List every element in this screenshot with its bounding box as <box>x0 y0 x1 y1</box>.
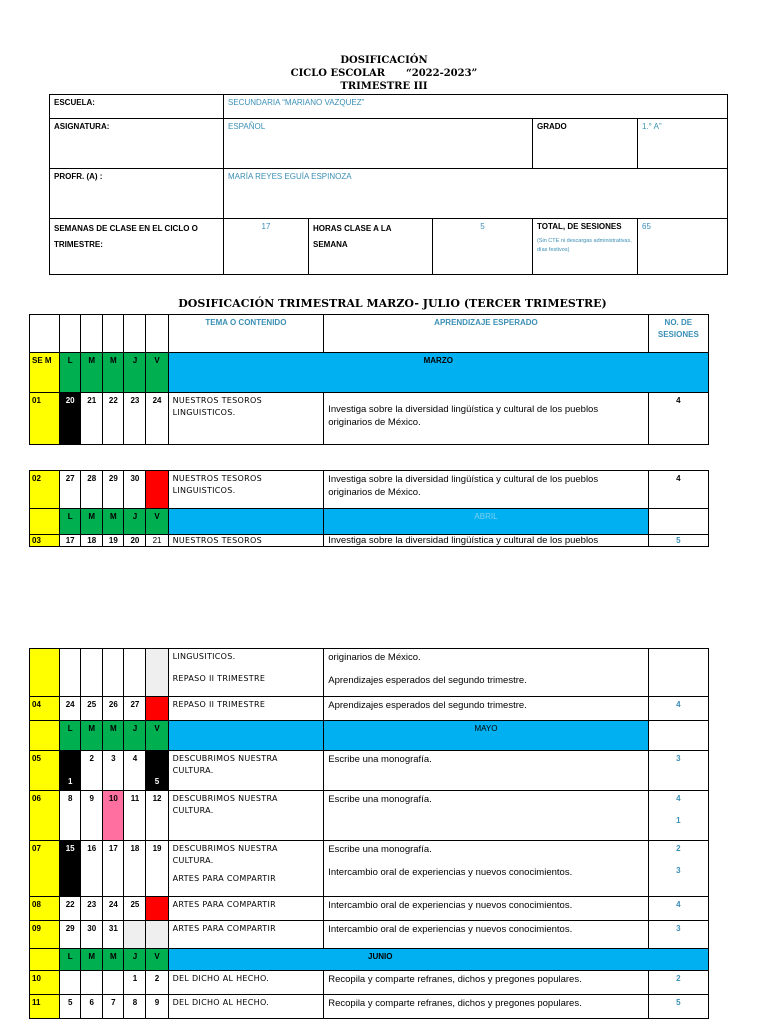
day-cell: 22 <box>103 393 124 445</box>
day-cell: 4 <box>124 751 146 791</box>
day-cell: 8 <box>124 995 146 1019</box>
day-cell: 16 <box>81 841 103 897</box>
section-subtitle: DOSIFICACIÓN TRIMESTRAL MARZO- JULIO (TERCER TRIMESTRE) <box>178 297 607 310</box>
sem-11: 11 <box>30 995 60 1019</box>
tema-cell <box>168 841 324 897</box>
day-v: V <box>146 509 168 535</box>
sem-label: SE M <box>30 353 60 393</box>
day-cell: 24 <box>60 697 81 721</box>
day-cell: 9 <box>81 791 103 841</box>
day-cell: 2 <box>81 751 103 791</box>
day-l: L <box>60 353 81 393</box>
day-cell: 18 <box>124 841 146 897</box>
day-cell: 5 <box>60 995 81 1019</box>
day-cell: 26 <box>146 897 168 921</box>
sem-02: 02 <box>30 471 60 509</box>
day-cell: 10 <box>103 791 124 841</box>
aprendizaje-cell: Recopila y comparte refranes, dichos y pregones populares. <box>324 971 648 995</box>
day-j: J <box>124 721 146 751</box>
month-abril: ABRIL <box>324 509 648 535</box>
day-cell: 18 <box>81 535 103 547</box>
day-l: L <box>60 509 81 535</box>
day-j: J <box>124 353 146 393</box>
semanas-label: SEMANAS DE CLASE EN EL CICLO O TRIMESTRE: <box>50 219 224 275</box>
day-cell: 5 <box>146 751 168 791</box>
tema-cell: ARTES PARA COMPARTIR <box>168 921 324 949</box>
grado-label: GRADO <box>533 119 638 169</box>
day-cell: 20 <box>124 535 146 547</box>
day-cell: 27 <box>124 697 146 721</box>
tema-cell: NUESTROS TESOROS LINGUISTICOS. <box>168 393 324 445</box>
day-v: V <box>146 949 168 971</box>
tema-line: LINGUSITICOS. <box>172 652 236 661</box>
aprendizaje-cell: Escribe una monografía. <box>324 751 648 791</box>
tema-line: REPASO II TRIMESTRE <box>172 674 266 683</box>
sem-08: 08 <box>30 897 60 921</box>
day-cell: 23 <box>81 897 103 921</box>
sesiones-cell: 4 <box>648 471 708 509</box>
sem-07: 07 <box>30 841 60 897</box>
aprendizaje-cell: Investiga sobre la diversidad lingüística y cultural de los pueblos originarios de México. <box>324 393 648 445</box>
tema-cell: NUESTROS TESOROS LINGUISTICOS. <box>168 471 324 509</box>
day-cell: 1 <box>124 971 146 995</box>
day-cell: 26 <box>103 697 124 721</box>
sesiones-cell: 5 <box>648 535 708 547</box>
day-cell: 2 <box>146 971 168 995</box>
tema-cell: REPASO II TRIMESTRE <box>168 697 324 721</box>
day-cell: 19 <box>103 535 124 547</box>
day-cell: 21 <box>146 535 168 547</box>
sesiones-line: 2 <box>676 844 681 853</box>
profr-value: MARÍA REYES EGUÍA ESPINOZA <box>224 169 728 219</box>
sesiones-cell: 4 <box>648 697 708 721</box>
sesiones-line: 4 <box>676 794 681 803</box>
day-cell: 22 <box>60 897 81 921</box>
schedule-table-part1 <box>29 314 709 547</box>
aprendizaje-cell: Intercambio oral de experiencias y nuevos conocimientos. <box>324 921 648 949</box>
day-j: J <box>124 509 146 535</box>
month-marzo: MARZO <box>168 353 708 393</box>
doc-title-1: DOSIFICACIÓN <box>340 55 428 66</box>
sem-06: 06 <box>30 791 60 841</box>
tema-line: ARTES PARA COMPARTIR <box>172 874 276 883</box>
sesiones-line: 1 <box>676 816 681 825</box>
day-j: J <box>124 949 146 971</box>
schedule-table-part2 <box>29 648 709 1019</box>
col-tema: TEMA O CONTENIDO <box>168 315 324 353</box>
aprendizaje-cell <box>324 649 648 697</box>
col-sesiones: NO. DE SESIONES <box>648 315 708 353</box>
aprendizaje-line: Escribe una monografía. <box>328 844 432 855</box>
day-cell: 23 <box>124 393 146 445</box>
aprendizaje-cell: Intercambio oral de experiencias y nuevos conocimientos. <box>324 897 648 921</box>
day-cell: 7 <box>103 995 124 1019</box>
sesiones-cell <box>648 841 708 897</box>
day-v: V <box>146 721 168 751</box>
sesiones-line: 3 <box>676 866 681 875</box>
sem-05: 05 <box>30 751 60 791</box>
day-cell: 30 <box>81 921 103 949</box>
day-cell: 30 <box>124 471 146 509</box>
day-cell: 15 <box>60 841 81 897</box>
horas-label: HORAS CLASE A LA SEMANA <box>309 219 433 275</box>
aprendizaje-line: originarios de México. <box>328 652 421 663</box>
day-m: M <box>81 949 103 971</box>
day-cell: 6 <box>81 995 103 1019</box>
sesiones-cell: 4 <box>648 897 708 921</box>
aprendizaje-line: Intercambio oral de experiencias y nuevos conocimientos. <box>328 867 573 878</box>
tema-cell <box>168 649 324 697</box>
day-cell: 1 <box>60 751 81 791</box>
asignatura-value: ESPAÑOL <box>224 119 533 169</box>
sem-10: 10 <box>30 971 60 995</box>
day-cell: 17 <box>60 535 81 547</box>
sem-04: 04 <box>30 697 60 721</box>
day-cell: 31 <box>146 471 168 509</box>
day-cell: 27 <box>60 471 81 509</box>
tema-cell: DEL DICHO AL HECHO. <box>168 971 324 995</box>
sesiones-cell: 3 <box>648 751 708 791</box>
tema-cell: DESCUBRIMOS NUESTRA CULTURA. <box>168 791 324 841</box>
doc-title-3: TRIMESTRE III <box>340 81 428 92</box>
grado-value: 1.° A” <box>638 119 728 169</box>
day-m2: M <box>103 509 124 535</box>
day-l: L <box>60 949 81 971</box>
sesiones-cell <box>648 791 708 841</box>
aprendizaje-cell: Escribe una monografía. <box>324 791 648 841</box>
day-v: V <box>146 353 168 393</box>
sesiones-cell: 2 <box>648 971 708 995</box>
semanas-value: 17 <box>224 219 309 275</box>
day-cell: 12 <box>146 791 168 841</box>
day-cell: 19 <box>146 841 168 897</box>
asignatura-label: ASIGNATURA: <box>50 119 224 169</box>
tema-cell: DESCUBRIMOS NUESTRA CULTURA. <box>168 751 324 791</box>
day-m2: M <box>103 721 124 751</box>
tema-cell: NUESTROS TESOROS <box>168 535 324 547</box>
day-cell: 20 <box>60 393 81 445</box>
escuela-label: ESCUELA: <box>50 95 224 119</box>
total-note: (Sin CTE ni descargas administrativas, días festivos) <box>537 238 632 253</box>
day-cell: 11 <box>124 791 146 841</box>
day-cell: 28 <box>146 697 168 721</box>
day-cell: 24 <box>146 393 168 445</box>
info-table <box>49 94 728 275</box>
day-cell: 9 <box>146 995 168 1019</box>
month-mayo: MAYO <box>324 721 648 751</box>
day-l: L <box>60 721 81 751</box>
day-m: M <box>81 353 103 393</box>
aprendizaje-cell: Recopila y comparte refranes, dichos y pregones populares. <box>324 995 648 1019</box>
day-cell: 8 <box>60 791 81 841</box>
day-m: M <box>81 509 103 535</box>
day-cell: 25 <box>124 897 146 921</box>
day-cell: 25 <box>81 697 103 721</box>
tema-cell: ARTES PARA COMPARTIR <box>168 897 324 921</box>
day-cell: 31 <box>103 921 124 949</box>
day-cell: 29 <box>60 921 81 949</box>
day-m2: M <box>103 353 124 393</box>
sem-09: 09 <box>30 921 60 949</box>
day-cell: 24 <box>103 897 124 921</box>
day-cell: 21 <box>81 393 103 445</box>
escuela-value: SECUNDARIA “MARIANO VAZQUEZ” <box>224 95 728 119</box>
tema-cell: DEL DICHO AL HECHO. <box>168 995 324 1019</box>
aprendizaje-cell <box>324 841 648 897</box>
aprendizaje-cell: Aprendizajes esperados del segundo trimestre. <box>324 697 648 721</box>
blank-head <box>30 315 60 353</box>
aprendizaje-cell: Investiga sobre la diversidad lingüística y cultural de los pueblos originarios de México. <box>324 471 648 509</box>
tema-line: DESCUBRIMOS NUESTRA CULTURA. <box>172 844 278 865</box>
day-m2: M <box>103 949 124 971</box>
total-label: TOTAL, DE SESIONES <box>537 222 622 231</box>
profr-label: PROFR. (A) : <box>50 169 224 219</box>
day-cell: 17 <box>103 841 124 897</box>
day-cell: 3 <box>103 751 124 791</box>
day-m: M <box>81 721 103 751</box>
month-junio: JUNIO <box>168 949 708 971</box>
horas-value: 5 <box>433 219 533 275</box>
aprendizaje-cell: Investiga sobre la diversidad lingüística y cultural de los pueblos <box>324 535 648 547</box>
sesiones-cell: 5 <box>648 995 708 1019</box>
sesiones-cell: 3 <box>648 921 708 949</box>
sem-01: 01 <box>30 393 60 445</box>
day-cell: 29 <box>103 471 124 509</box>
day-cell: 28 <box>81 471 103 509</box>
aprendizaje-line: Aprendizajes esperados del segundo trimestre. <box>328 675 527 686</box>
sem-03: 03 <box>30 535 60 547</box>
col-aprendizaje: APRENDIZAJE ESPERADO <box>324 315 648 353</box>
total-cell <box>533 219 638 275</box>
total-value: 65 <box>638 219 728 275</box>
sesiones-cell: 4 <box>648 393 708 445</box>
doc-title-2: CICLO ESCOLAR “2022-2023” <box>290 68 478 79</box>
